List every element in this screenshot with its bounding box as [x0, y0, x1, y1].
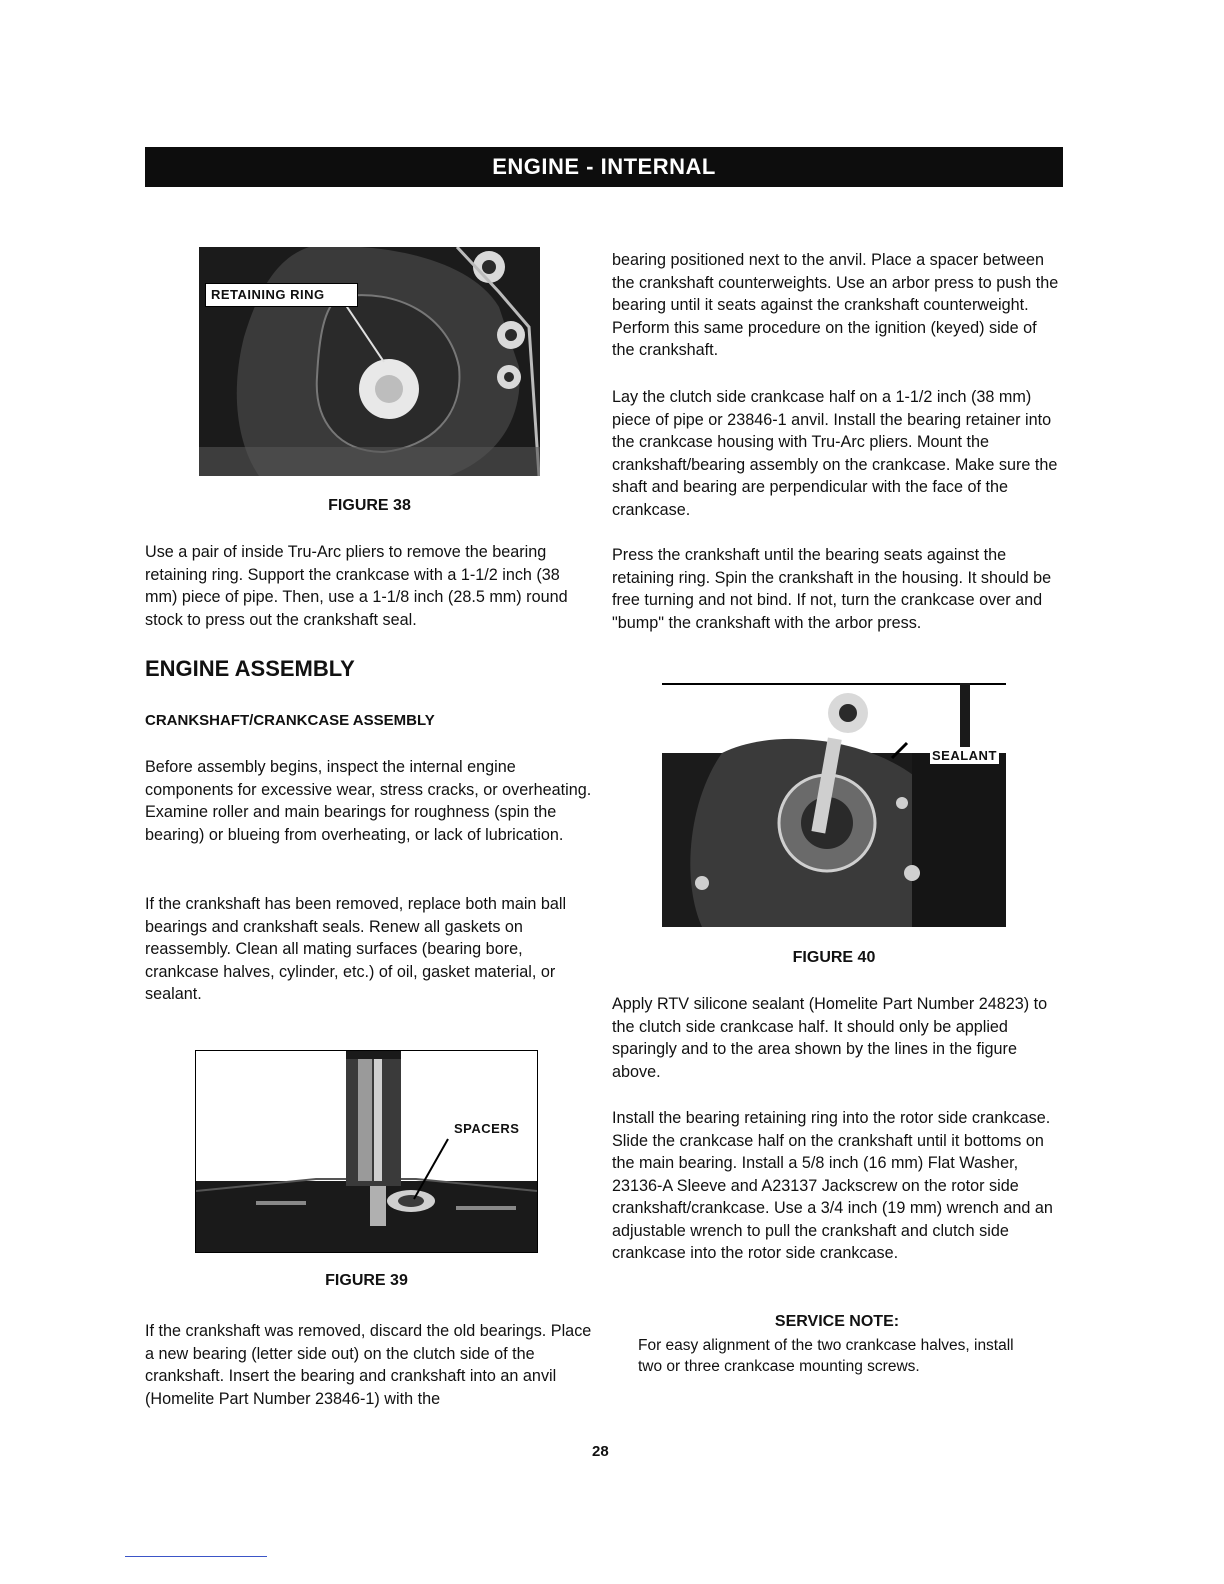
page-header-banner — [145, 147, 1063, 187]
service-note-body: For easy alignment of the two crankcase halves, install two or three crankcase mounting screws. — [638, 1337, 1014, 1375]
figure-40-photo — [662, 683, 1006, 927]
right-paragraph-4 — [612, 993, 1062, 1083]
figure-39-photo — [195, 1050, 538, 1253]
paragraph-text: If the crankshaft was removed, discard the old bearings. Place a new bearing (letter side out) on the clutch side of the crankshaft. Insert the bearing and crankshaft into an anvil (Homelite Part Number 23846-1) with the — [145, 1322, 592, 1408]
figure-40-callout: SEALANT — [932, 748, 997, 763]
page-header-title: ENGINE - INTERNAL — [492, 154, 716, 179]
paragraph-text: Before assembly begins, inspect the internal engine components for excessive wear, stress cracks, or overheating. Examine roller and main bearings for roughness (spin the bearing) or blueing from overheating, or lack of lubrication. — [145, 758, 592, 844]
paragraph-text: Apply RTV silicone sealant (Homelite Part Number 24823) to the clutch side crankcase half. It should only be applied sparingly and to the area shown by the lines in the figure above. — [612, 995, 1048, 1081]
footer-rule — [125, 1556, 267, 1557]
section-title: ENGINE ASSEMBLY — [145, 656, 355, 681]
service-note-title: SERVICE NOTE: — [774, 1313, 900, 1330]
figure-38-callout — [205, 283, 358, 307]
left-paragraph-3 — [145, 893, 593, 1006]
figure-38-illustration — [199, 247, 540, 476]
right-paragraph-5 — [612, 1107, 1062, 1265]
left-paragraph-4 — [145, 1320, 593, 1410]
paragraph-text: If the crankshaft has been removed, replace both main ball bearings and crankshaft seals. Renew all gaskets on reassembly. Clean all mating surfaces (bearing bore, crankcase halves, cylinder, etc.) of oil, gasket material, or sealant. — [145, 895, 567, 1003]
figure-38-caption: FIGURE 38 — [328, 497, 411, 514]
right-paragraph-1 — [612, 249, 1062, 362]
figure-40-caption: FIGURE 40 — [792, 949, 876, 966]
right-paragraph-3 — [612, 544, 1062, 634]
paragraph-text: Lay the clutch side crankcase half on a 1-1/2 inch (38 mm) piece of pipe or 23846-1 anvil. Install the bearing retainer into the crankcase housing with Tru-Arc pliers. Mount the crankshaft/bearing assembly on the crankcase. Make sure the shaft and bearing are perpendicular with the face of the crankcase. — [612, 388, 1058, 519]
left-paragraph-2 — [145, 756, 593, 846]
paragraph-text: bearing positioned next to the anvil. Place a spacer between the crankshaft counterweights. Use an arbor press to push the bearing until it seats against the crankshaft counterweight. Perform this same procedure on the ignition (keyed) side of the crankshaft. — [612, 251, 1059, 359]
figure-38-label: RETAINING RING — [211, 287, 325, 302]
figure-39-callout: SPACERS — [454, 1121, 520, 1136]
paragraph-text: Install the bearing retaining ring into the rotor side crankcase. Slide the crankcase half on the crankshaft until it bottoms on the main bearing. Install a 5/8 inch (16 mm) Flat Washer, 23136-A Sleeve and A23137 Jackscrew on the rotor side crankshaft/crankcase. Use a 3/4 inch (19 mm) wrench and an adjustable wrench to pull the crankshaft and clutch side crankcase into the rotor side crankcase. — [612, 1109, 1053, 1262]
subsection-title: CRANKSHAFT/CRANKCASE ASSEMBLY — [145, 712, 435, 729]
figure-40-illustration — [662, 683, 1006, 927]
paragraph-text: Press the crankshaft until the bearing seats against the retaining ring. Spin the crankshaft in the housing. It should be free turning and not bind. If not, turn the crankcase over and "bump" the crankshaft with the arbor press. — [612, 546, 1052, 632]
figure-39-illustration — [196, 1051, 537, 1252]
figure-38-photo — [199, 247, 540, 476]
right-paragraph-2 — [612, 386, 1062, 521]
figure-39-caption: FIGURE 39 — [325, 1272, 408, 1289]
left-paragraph-1 — [145, 541, 593, 631]
paragraph-text: Use a pair of inside Tru-Arc pliers to remove the bearing retaining ring. Support the crankcase with a 1-1/2 inch (38 mm) piece of pipe. Then, use a 1-1/8 inch (28.5 mm) round stock to press out the crankshaft seal. — [145, 543, 568, 629]
page-number: 28 — [592, 1443, 609, 1460]
